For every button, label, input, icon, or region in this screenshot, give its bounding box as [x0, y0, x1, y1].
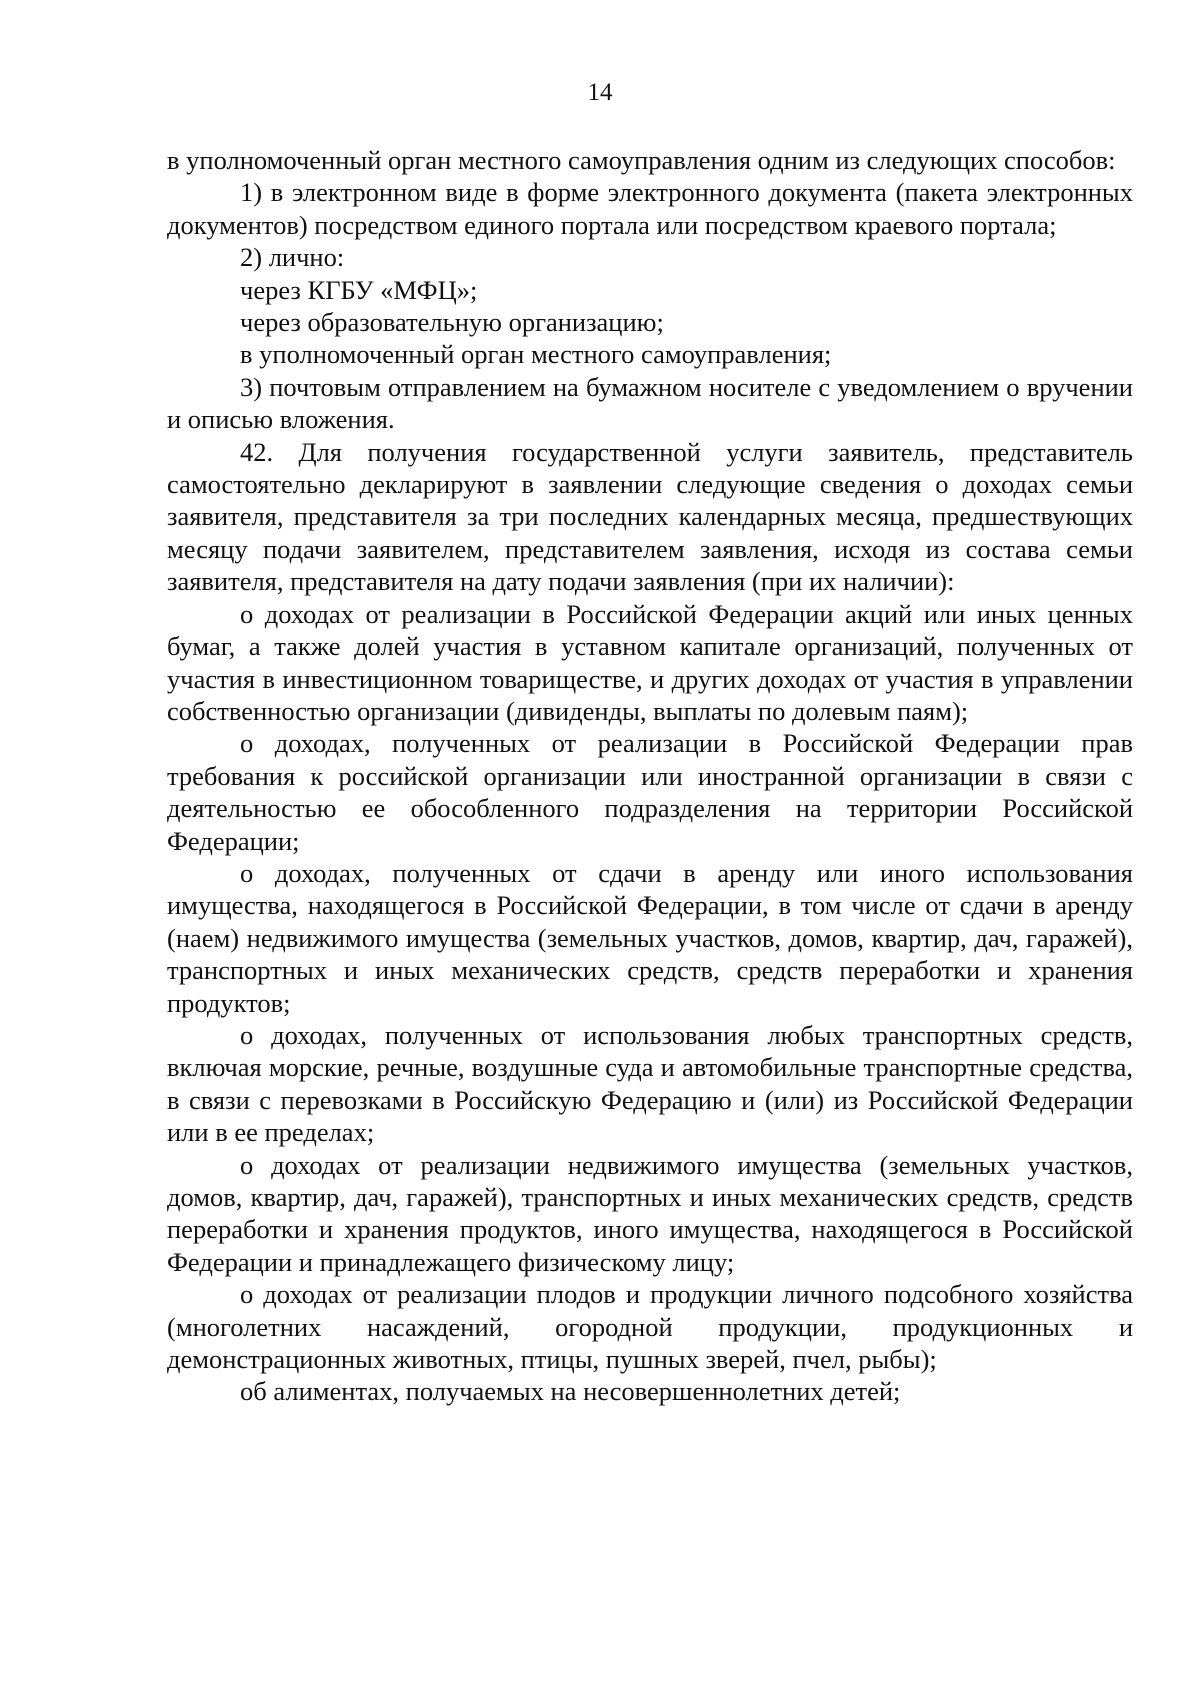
paragraph: об алиментах, получаемых на несовершеннолетних детей;: [240, 1376, 901, 1407]
paragraph: 1) в электронном виде в форме электронного документа (пакета электронных документов) посредством единого портала или посредством краевого портала;: [167, 177, 1133, 240]
document-body: [167, 144, 1133, 1408]
paragraph: через образовательную организацию;: [240, 307, 664, 338]
paragraph: о доходах от реализации плодов и продукции личного подсобного хозяйства (многолетних насаждений, огородной продукции, продукционных и демонстрационных животных, птицы, пушных зверей, пчел, рыбы);: [167, 1279, 1133, 1375]
paragraph: о доходах от реализации в Российской Федерации акций или иных ценных бумаг, а также долей участия в уставном капитале организаций, полученных от участия в инвестиционном товариществе, и других доходах от участия в управлении собственностью организации (дивиденды, выплаты по долевым паям);: [167, 598, 1133, 726]
paragraph: о доходах, полученных от реализации в Российской Федерации прав требования к российской организации или иностранной организации в связи с деятельностью ее обособленного подразделения на территории Российской Федерации;: [167, 728, 1133, 856]
paragraph: в уполномоченный орган местного самоуправления;: [240, 339, 832, 370]
paragraph: о доходах, полученных от использования любых транспортных средств, включая морские, речные, воздушные суда и автомобильные транспортные средства, в связи с перевозками в Российскую Федерацию и (или) из Российской Федерации или в ее пределах;: [167, 1019, 1133, 1148]
paragraph: о доходах от реализации недвижимого имущества (земельных участков, домов, квартир, дач, гаражей), транспортных и иных механических средств, средств переработки и хранения продуктов, иного имущества, находящегося в Российской Федерации и принадлежащего физическому лицу;: [167, 1149, 1133, 1277]
paragraph: 3) почтовым отправлением на бумажном носителе с уведомлением о вручении и описью вложения.: [167, 371, 1133, 435]
paragraph: через КГБУ «МФЦ»;: [240, 274, 478, 305]
paragraph: 42. Для получения государственной услуги заявитель, представитель самостоятельно декларируют в заявлении следующие сведения о доходах семьи заявителя, представителя за три последних календарных месяца, предшествующих месяцу подачи заявителем, представителем заявления, исходя из состава семьи заявителя, представителя на дату подачи заявления (при их наличии):: [167, 436, 1133, 597]
paragraph: в уполномоченный орган местного самоуправления одним из следующих способов:: [167, 145, 1116, 175]
paragraph: 2) лично:: [240, 242, 345, 273]
paragraph: о доходах, полученных от сдачи в аренду или иного использования имущества, находящегося в Российской Федерации, в том числе от сдачи в аренду (наем) недвижимого имущества (земельных участков, домов, квартир, дач, гаражей), транспортных и иных механических средств, средств переработки и хранения продуктов;: [167, 857, 1133, 1018]
page-number: 14: [587, 79, 613, 106]
